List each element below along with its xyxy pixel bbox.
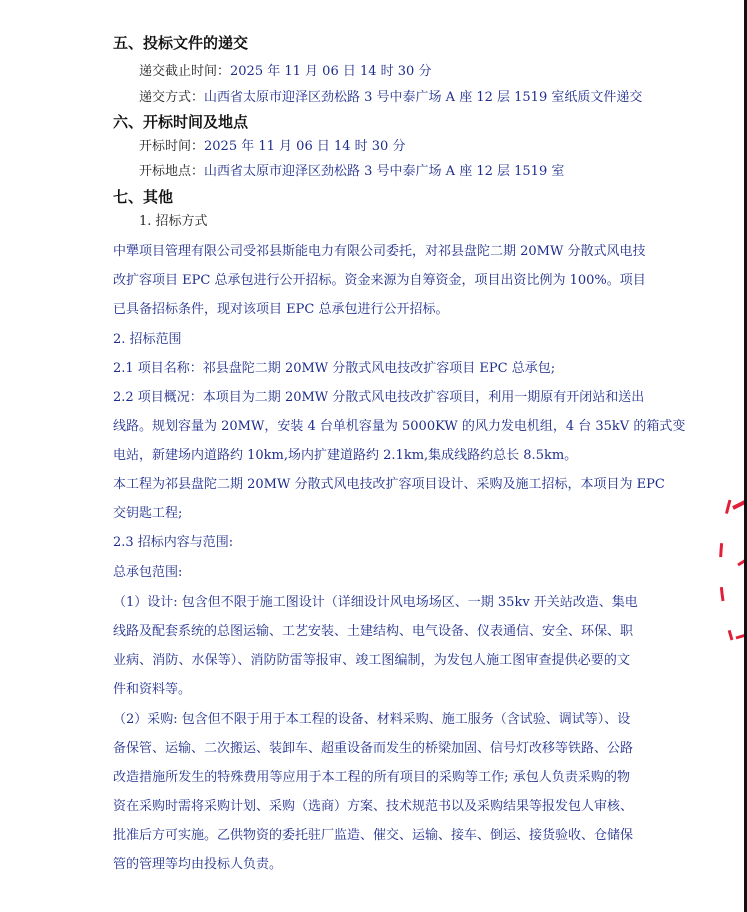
section-5-heading: 五、投标文件的递交	[113, 34, 249, 52]
deadline-value: 2025 年 11 月 06 日 14 时 30 分	[230, 64, 432, 79]
paragraph-line: 线路。规划容量为 20MW，安装 4 台单机容量为 5000KW 的风力发电机组，4 台 35kV 的箱式变	[113, 419, 686, 434]
paragraph-line: 改扩容项目 EPC 总承包进行公开招标。资金来源为自筹资金，项目出资比例为 100%。项目	[113, 273, 646, 288]
subheading-bid-method: 1. 招标方式	[139, 214, 208, 229]
paragraph-line: 备保管、运输、二次搬运、装卸车、超重设备而发生的桥梁加固、信号灯改移等铁路、公路	[113, 741, 634, 756]
subheading-content-scope: 2.3 招标内容与范围:	[113, 535, 234, 550]
paragraph-line: 电站，新建场内道路约 10km,场内扩建道路约 2.1km,集成线路约总长 8.5km。	[113, 448, 578, 463]
project-name-line: 2.1 项目名称：祁县盘陀二期 20MW 分散式风电技改扩容项目 EPC 总承包;	[113, 361, 556, 376]
paragraph-line: （1）设计: 包含但不限于施工图设计（详细设计风电场场区、一期 35kv 开关站改造、集电	[113, 595, 638, 610]
opening-place-value: 山西省太原市迎泽区劲松路 3 号中泰广场 A 座 12 层 1519 室	[204, 164, 565, 179]
opening-time-value: 2025 年 11 月 06 日 14 时 30 分	[204, 139, 406, 154]
paragraph-line: 业病、消防、水保等）、消防防雷等报审、竣工图编制，为发包人施工图审查提供必要的文	[113, 653, 630, 668]
paragraph-line: 批准后方可实施。乙供物资的委托驻厂监造、催交、运输、接车、倒运、接货验收、仓储保	[113, 828, 634, 843]
paragraph-line: 已具备招标条件，现对该项目 EPC 总承包进行公开招标。	[113, 302, 449, 317]
section-7-heading: 七、其他	[113, 188, 174, 206]
submit-method-value: 山西省太原市迎泽区劲松路 3 号中泰广场 A 座 12 层 1519 室纸质文件递交	[204, 90, 643, 105]
subheading-bid-scope: 2. 招标范围	[113, 332, 182, 347]
paragraph-line: 2.2 项目概况：本项目为二期 20MW 分散式风电技改扩容项目，利用一期原有开闭站和送出	[113, 390, 645, 405]
submit-method-row	[139, 89, 643, 107]
paragraph-line: 资在采购时需将采购计划、采购（选商）方案、技术规范书以及采购结果等报发包人审核、	[113, 799, 634, 814]
section-6-heading: 六、开标时间及地点	[113, 113, 249, 131]
submit-method-label: 递交方式：	[139, 90, 205, 105]
paragraph-line: 件和资料等。	[113, 682, 192, 697]
opening-time-row	[139, 138, 630, 156]
paragraph-line: 交钥匙工程;	[113, 506, 183, 521]
opening-time-label: 开标时间：	[139, 139, 205, 154]
opening-place-row	[139, 163, 630, 181]
paragraph-line: 改造措施所发生的特殊费用等应用于本工程的所有项目的采购等工作; 承包人负责采购的物	[113, 770, 630, 785]
opening-place-label: 开标地点：	[139, 164, 205, 179]
paragraph-line: （2）采购: 包含但不限于用于本工程的设备、材料采购、施工服务（含试验、调试等）、设	[113, 712, 631, 727]
deadline-row	[139, 63, 630, 81]
red-seal-stamp-partial	[700, 480, 747, 660]
paragraph-line: 线路及配套系统的总图运输、工艺安装、土建结构、电气设备、仪表通信、安全、环保、职	[113, 624, 634, 639]
paragraph-line: 管的管理等均由投标人负责。	[113, 857, 283, 872]
paragraph-line: 本工程为祁县盘陀二期 20MW 分散式风电技改扩容项目设计、采购及施工招标，本项目为 EPC	[113, 477, 665, 492]
scope-label: 总承包范围:	[113, 565, 183, 580]
deadline-label: 递交截止时间：	[139, 64, 231, 79]
paragraph-line: 中犟项目管理有限公司受祁县斯能电力有限公司委托，对祁县盘陀二期 20MW 分散式风电技	[113, 244, 646, 259]
